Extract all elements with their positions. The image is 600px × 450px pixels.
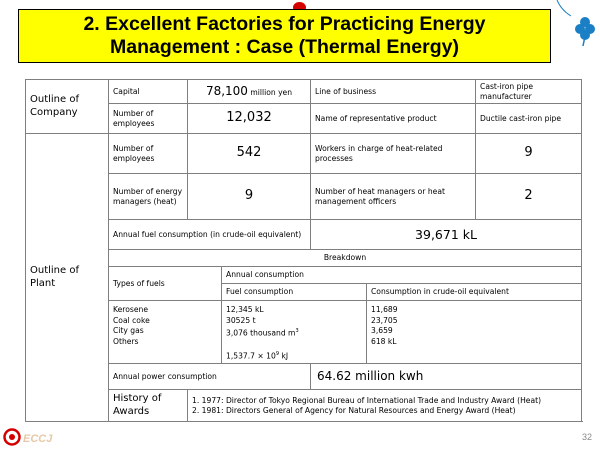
crude-oil-amount-item: 23,705 <box>371 315 398 325</box>
plant-section-label: Outline of Plant <box>26 134 109 422</box>
fuel-type-item: Kerosene <box>113 305 148 314</box>
fuel-type-item: Others <box>113 336 139 346</box>
awards-list <box>188 390 582 422</box>
plant-employees-value: 542 <box>188 134 311 174</box>
eccj-logo-icon <box>3 427 59 447</box>
outline-table <box>25 79 582 422</box>
fuel-amount-item: 3,076 thousand $m^3$ <box>226 328 299 338</box>
product-value: Ductile cast-iron pipe <box>476 104 582 134</box>
plant-employees-label: Number of employees <box>109 134 188 174</box>
eccj-logo-text: ECCJ <box>23 433 53 445</box>
fuel-amount-item: 30525 t <box>226 315 256 325</box>
energy-managers-value: 9 <box>188 174 311 220</box>
page-number: 32 <box>581 432 592 442</box>
annual-consumption-label: Annual consumption <box>222 267 582 284</box>
capital-cell <box>188 80 311 104</box>
fuel-amount-item: 12,345 kL <box>226 305 264 314</box>
fuel-consumption-label: Annual fuel consumption (in crude-oil equivalent) <box>109 220 311 250</box>
fuel-types-list <box>109 301 222 364</box>
crude-oil-amount-item: 11,689 <box>371 305 398 314</box>
power-consumption-value: 64.62 million kwh <box>311 364 582 390</box>
power-consumption-label: Annual power consumption <box>109 364 311 390</box>
heat-managers-label: Number of heat managers or heat management officers <box>311 174 476 220</box>
business-label: Line of business <box>311 80 476 104</box>
award-item: 2. 1981: Directors General of Agency for Natural Resources and Energy Award (Heat) <box>192 405 516 415</box>
energy-managers-label: Number of energy managers (heat) <box>109 174 188 220</box>
title-line-2: Management : Case (Thermal Energy) <box>110 36 459 58</box>
heat-workers-value: 9 <box>476 134 582 174</box>
capital-label: Capital <box>109 80 188 104</box>
crude-oil-amounts-list <box>367 301 582 364</box>
award-item: 1. 1977: Director of Tokyo Regional Bureau of International Trade and Industry Award (Heat) <box>192 396 542 406</box>
cubic-superscript: 3 <box>295 328 299 334</box>
company-employees-label: Number of employees <box>109 104 188 134</box>
slide-title <box>18 9 551 63</box>
capital-value: 78,100 <box>205 84 248 98</box>
title-line-1: 2. Excellent Factories for Practicing Energy <box>83 13 486 35</box>
fuel-consumption-value: 39,671 kL <box>311 220 582 250</box>
awards-section-label: History of Awards <box>109 390 188 422</box>
company-employees-value: 12,032 <box>188 104 311 134</box>
fuel-amounts-list <box>222 301 367 364</box>
fuel-consumption-column-header: Fuel consumption <box>222 284 367 301</box>
capital-unit: million yen <box>250 88 293 97</box>
business-value: Cast-iron pipe manufacturer <box>476 80 582 104</box>
fuel-type-item: City gas <box>113 326 144 335</box>
heat-managers-value: 2 <box>476 174 582 220</box>
company-section-label: Outline of Company <box>26 80 109 134</box>
product-label: Name of representative product <box>311 104 476 134</box>
crude-oil-amount-item: 3,659 <box>371 326 393 335</box>
exponent-superscript: 9 <box>275 351 280 358</box>
heat-workers-label: Workers in charge of heat-related processes <box>311 134 476 174</box>
crude-oil-column-header: Consumption in crude-oil equivalent <box>367 284 582 301</box>
fuel-amount-item: $1,537.7 \times 10^9$ kJ <box>226 351 289 361</box>
crude-oil-amount-item: 618 kL <box>371 336 397 346</box>
fuel-type-item: Coal coke <box>113 315 150 325</box>
breakdown-label: Breakdown <box>109 250 582 267</box>
clover-logo-icon <box>555 0 600 48</box>
types-of-fuels-label: Types of fuels <box>109 267 222 301</box>
